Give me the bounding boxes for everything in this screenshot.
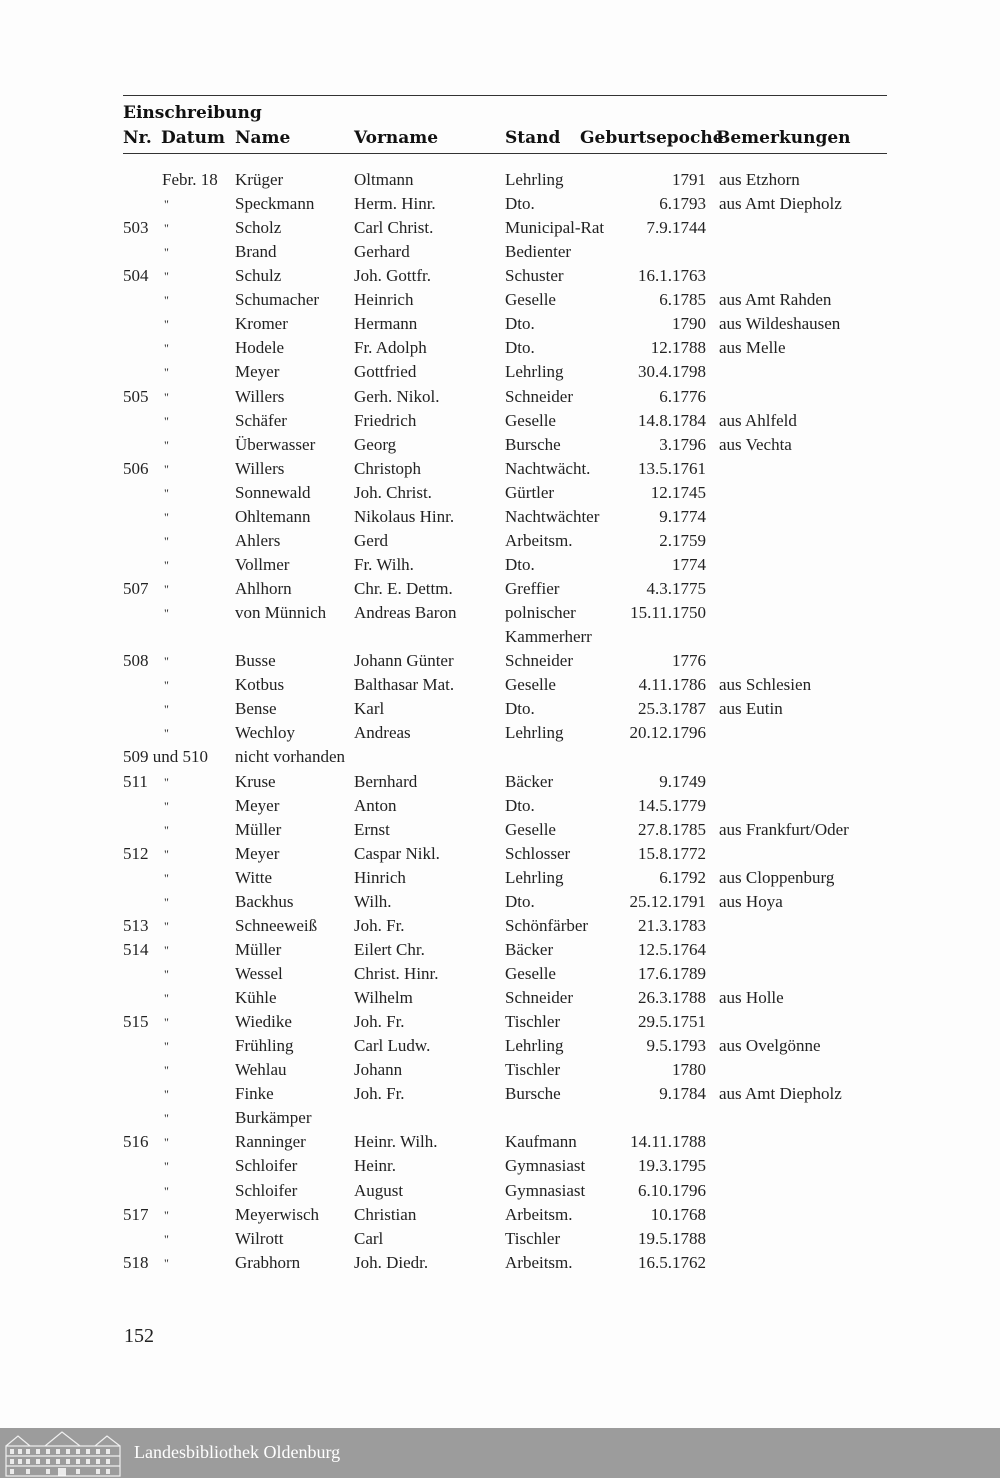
cell-vorname: Gottfried: [354, 362, 417, 382]
cell-stand: Lehrling: [505, 362, 564, 382]
cell-geb: 3.1796: [659, 434, 706, 454]
cell-name: Willers: [235, 458, 285, 478]
cell-vorname: Johann: [354, 1060, 403, 1080]
cell-datum: ": [164, 942, 169, 957]
cell-datum: ": [164, 582, 169, 597]
cell-name: Krüger: [235, 170, 284, 189]
cell-vorname: Carl: [354, 1228, 384, 1248]
cell-nr: 516: [123, 1132, 149, 1152]
cell-stand: Geselle: [505, 675, 556, 695]
cell-geb: 26.3.1788: [638, 988, 706, 1008]
cell-stand: Geselle: [505, 963, 556, 983]
cell-name: Meyer: [235, 362, 280, 382]
cell-nr: 513: [123, 915, 149, 935]
cell-geb: 15.8.1772: [638, 843, 706, 863]
header-datum: Datum: [161, 128, 225, 148]
cell-stand: Lehrling: [505, 1036, 564, 1056]
header-vorname: Vorname: [354, 128, 439, 148]
cell-name: Wessel: [235, 963, 283, 983]
cell-datum: ": [164, 1255, 169, 1270]
cell-datum: ": [164, 846, 169, 861]
cell-stand: Bäcker: [505, 939, 554, 959]
cell-datum: ": [164, 966, 169, 981]
cell-geb: 9.5.1793: [646, 1036, 706, 1056]
cell-geb: 17.6.1789: [638, 963, 706, 983]
cell-geb: 16.5.1762: [638, 1252, 706, 1272]
cell-geb: 19.5.1788: [638, 1228, 706, 1248]
cell-bem: aus Amt Rahden: [719, 290, 832, 310]
cell-datum: ": [164, 1087, 169, 1102]
cell-stand: Arbeitsm.: [505, 1252, 573, 1272]
cell-vorname: Fr. Adolph: [354, 338, 427, 358]
cell-stand: Schneider: [505, 386, 573, 406]
cell-datum: ": [164, 293, 169, 308]
cell-datum: ": [164, 1231, 169, 1246]
cell-vorname: Joh. Fr.: [354, 915, 405, 935]
cell-name: Vollmer: [235, 554, 290, 574]
header-einschreibung: Einschreibung: [123, 103, 262, 123]
cell-geb: 27.8.1785: [638, 819, 706, 839]
cell-datum: Febr. 18: [162, 170, 218, 189]
cell-vorname: August: [354, 1180, 404, 1200]
cell-bem: aus Vechta: [719, 434, 792, 454]
cell-vorname: Heinr. Wilh.: [354, 1132, 438, 1152]
cell-vorname: Andreas: [354, 723, 411, 743]
cell-datum: ": [164, 437, 169, 452]
cell-vorname: Ernst: [354, 819, 390, 839]
cell-name: Kruse: [235, 771, 276, 791]
cell-vorname: Balthasar Mat.: [354, 675, 455, 695]
cell-vorname: Heinrich: [354, 290, 414, 310]
cell-nr: 508: [123, 651, 149, 671]
cell-vorname: Friedrich: [354, 410, 417, 430]
cell-nr: 509 und 510: [123, 747, 208, 767]
cell-geb: 6.10.1796: [638, 1180, 706, 1200]
cell-geb: 4.3.1775: [646, 579, 706, 599]
cell-stand: Schneider: [505, 988, 573, 1008]
cell-stand: Bäcker: [505, 771, 554, 791]
cell-geb: 9.1774: [659, 506, 706, 526]
cell-nr: 504: [123, 266, 149, 286]
cell-datum: ": [164, 509, 169, 524]
cell-nr: 503: [123, 218, 149, 238]
cell-name: Hodele: [235, 338, 285, 358]
cell-nr: 517: [123, 1204, 149, 1224]
cell-datum: ": [164, 1015, 169, 1030]
cell-geb: 1791: [672, 170, 706, 189]
cell-name: Scholz: [235, 218, 282, 238]
cell-stand: Schönfärber: [505, 915, 589, 935]
cell-geb: 2.1759: [659, 530, 706, 550]
cell-stand: Schlosser: [505, 843, 571, 863]
cell-geb: 7.9.1744: [646, 218, 706, 238]
cell-datum: ": [164, 798, 169, 813]
cell-stand: Lehrling: [505, 723, 564, 743]
cell-datum: ": [164, 533, 169, 548]
cell-datum: ": [164, 991, 169, 1006]
cell-geb: 16.1.1763: [638, 266, 706, 286]
cell-vorname: Oltmann: [354, 170, 414, 189]
cell-geb: 29.5.1751: [638, 1012, 706, 1032]
cell-stand: Arbeitsm.: [505, 530, 573, 550]
cell-name: Kromer: [235, 314, 288, 334]
cell-geb: 15.11.1750: [630, 603, 706, 623]
cell-datum: ": [164, 894, 169, 909]
cell-bem: aus Wildeshausen: [719, 314, 841, 334]
cell-geb: 4.11.1786: [638, 675, 706, 695]
cell-datum: ": [164, 197, 169, 212]
cell-datum: ": [164, 1159, 169, 1174]
cell-vorname: Eilert Chr.: [354, 939, 425, 959]
cell-stand: Lehrling: [505, 867, 564, 887]
cell-name: Sonnewald: [235, 482, 311, 502]
cell-datum: ": [164, 678, 169, 693]
cell-geb: 12.1788: [650, 338, 706, 358]
cell-nr: 515: [123, 1012, 149, 1032]
cell-geb: 6.1793: [659, 194, 706, 214]
cell-datum: ": [164, 413, 169, 428]
cell-bem: aus Cloppenburg: [719, 867, 835, 887]
header-bemerkungen: Bemerkungen: [716, 128, 851, 148]
cell-geb: 12.1745: [650, 482, 706, 502]
cell-geb: 14.11.1788: [630, 1132, 706, 1152]
cell-name: Schloifer: [235, 1156, 298, 1176]
cell-vorname: Karl: [354, 699, 385, 719]
cell-geb: 13.5.1761: [638, 458, 706, 478]
cell-geb: 1780: [672, 1060, 706, 1080]
cell-geb: 12.5.1764: [638, 939, 706, 959]
cell-stand: Tischler: [505, 1060, 561, 1080]
cell-stand: Dto.: [505, 891, 535, 911]
cell-bem: aus Schlesien: [719, 675, 812, 695]
cell-vorname: Joh. Diedr.: [354, 1252, 429, 1272]
cell-nr: 506: [123, 458, 149, 478]
cell-vorname: Gerh. Nikol.: [354, 386, 440, 406]
cell-datum: ": [164, 485, 169, 500]
cell-nr: 518: [123, 1252, 149, 1272]
cell-bem: aus Amt Diepholz: [719, 194, 842, 214]
cell-bem: aus Ovelgönne: [719, 1036, 821, 1056]
cell-name: Ohltemann: [235, 506, 311, 526]
cell-stand: Greffier: [505, 579, 560, 599]
cell-stand: Kammerherr: [505, 627, 592, 647]
cell-stand: Bedienter: [505, 242, 572, 262]
cell-datum: ": [164, 317, 169, 332]
cell-name: Wilrott: [235, 1228, 284, 1248]
cell-stand: polnischer: [505, 603, 576, 623]
header-nr: Nr.: [123, 128, 152, 148]
cell-stand: Geselle: [505, 410, 556, 430]
cell-vorname: Gerhard: [354, 242, 410, 262]
cell-name: Ranninger: [235, 1132, 306, 1152]
cell-vorname: Anton: [354, 795, 397, 815]
cell-stand: Municipal-Rat: [505, 218, 605, 238]
cell-datum: ": [164, 1135, 169, 1150]
cell-datum: ": [164, 918, 169, 933]
cell-vorname: Joh. Christ.: [354, 482, 432, 502]
cell-name: Finke: [235, 1084, 274, 1104]
cell-geb: 1790: [672, 314, 706, 334]
cell-vorname: Bernhard: [354, 771, 418, 791]
cell-stand: Geselle: [505, 290, 556, 310]
footer-bar: [0, 1428, 1000, 1478]
cell-datum: ": [164, 461, 169, 476]
cell-name: Schulz: [235, 266, 282, 286]
cell-name: Willers: [235, 386, 285, 406]
cell-stand: Schuster: [505, 266, 564, 286]
cell-stand: Geselle: [505, 819, 556, 839]
cell-nr: 505: [123, 386, 149, 406]
cell-vorname: Joh. Fr.: [354, 1084, 405, 1104]
header-stand: Stand: [505, 128, 561, 148]
cell-datum: ": [164, 870, 169, 885]
cell-stand: Schneider: [505, 651, 573, 671]
cell-vorname: Wilh.: [354, 891, 392, 911]
cell-stand: Nachtwächt.: [505, 458, 591, 478]
cell-datum: ": [164, 1063, 169, 1078]
cell-vorname: Caspar Nikl.: [354, 843, 440, 863]
cell-vorname: Chr. E. Dettm.: [354, 579, 453, 599]
cell-datum: ": [164, 221, 169, 236]
cell-vorname: Wilhelm: [354, 988, 413, 1008]
cell-name: Müller: [235, 819, 282, 839]
library-building-icon: [0, 1428, 125, 1478]
cell-geb: 1774: [672, 554, 706, 574]
cell-name: Ahlers: [235, 530, 281, 550]
cell-datum: ": [164, 389, 169, 404]
cell-stand: Dto.: [505, 314, 535, 334]
cell-geb: 21.3.1783: [638, 915, 706, 935]
cell-name: Müller: [235, 939, 282, 959]
cell-geb: 6.1785: [659, 290, 706, 310]
cell-name: Busse: [235, 651, 276, 671]
cell-vorname: Hermann: [354, 314, 418, 334]
cell-bem: aus Frankfurt/Oder: [719, 819, 849, 839]
cell-name: nicht vorhanden: [235, 747, 345, 767]
cell-name: Bense: [235, 699, 277, 719]
cell-bem: aus Holle: [719, 988, 784, 1008]
cell-datum: ": [164, 702, 169, 717]
cell-stand: Arbeitsm.: [505, 1204, 573, 1224]
cell-name: Wechloy: [235, 723, 295, 743]
cell-name: Kotbus: [235, 675, 285, 695]
cell-datum: ": [164, 774, 169, 789]
cell-geb: 6.1776: [659, 386, 706, 406]
cell-nr: 514: [123, 939, 149, 959]
cell-name: Schäfer: [235, 410, 287, 430]
cell-stand: Tischler: [505, 1228, 561, 1248]
cell-geb: 19.3.1795: [638, 1156, 706, 1176]
cell-stand: Bursche: [505, 1084, 561, 1104]
cell-datum: ": [164, 365, 169, 380]
cell-stand: Dto.: [505, 338, 535, 358]
cell-nr: 511: [123, 771, 148, 791]
cell-name: Burkämper: [235, 1108, 312, 1128]
cell-name: Kühle: [235, 988, 277, 1008]
cell-datum: ": [164, 1183, 169, 1198]
cell-vorname: Heinr.: [354, 1156, 397, 1176]
cell-stand: Bursche: [505, 434, 561, 454]
cell-vorname: Nikolaus Hinr.: [354, 506, 455, 526]
cell-nr: 507: [123, 579, 149, 599]
footer-library-name: Landesbibliothek Oldenburg: [134, 1442, 341, 1462]
cell-vorname: Joh. Gottfr.: [354, 266, 431, 286]
cell-name: Schneeweiß: [235, 915, 318, 935]
cell-geb: 25.12.1791: [629, 891, 706, 911]
cell-datum: ": [164, 1111, 169, 1126]
cell-name: Ahlhorn: [235, 579, 292, 599]
cell-vorname: Carl Ludw.: [354, 1036, 431, 1056]
table-top-rule: [123, 95, 887, 96]
cell-nr: 512: [123, 843, 149, 863]
cell-name: von Münnich: [235, 603, 327, 623]
cell-datum: ": [164, 557, 169, 572]
cell-bem: aus Ahlfeld: [719, 410, 797, 430]
cell-stand: Nachtwächter: [505, 506, 600, 526]
cell-datum: ": [164, 822, 169, 837]
cell-datum: ": [164, 726, 169, 741]
cell-name: Schumacher: [235, 290, 320, 310]
cell-geb: 9.1749: [659, 771, 706, 791]
cell-geb: 10.1768: [650, 1204, 706, 1224]
cell-vorname: Johann Günter: [354, 651, 454, 671]
cell-geb: 25.3.1787: [638, 699, 706, 719]
cell-bem: aus Amt Diepholz: [719, 1084, 842, 1104]
cell-stand: Kaufmann: [505, 1132, 577, 1152]
cell-stand: Gürtler: [505, 482, 555, 502]
cell-datum: ": [164, 245, 169, 260]
cell-vorname: Christoph: [354, 458, 422, 478]
cell-bem: aus Melle: [719, 338, 786, 358]
cell-vorname: Hinrich: [354, 867, 406, 887]
cell-vorname: Joh. Fr.: [354, 1012, 405, 1032]
cell-stand: Dto.: [505, 194, 535, 214]
cell-name: Wehlau: [235, 1060, 287, 1080]
cell-stand: Dto.: [505, 699, 535, 719]
cell-vorname: Georg: [354, 434, 397, 454]
cell-geb: 14.8.1784: [638, 410, 706, 430]
cell-vorname: Gerd: [354, 530, 388, 550]
cell-datum: ": [164, 1207, 169, 1222]
cell-geb: 20.12.1796: [629, 723, 706, 743]
cell-vorname: Carl Christ.: [354, 218, 434, 238]
cell-name: Brand: [235, 242, 277, 262]
cell-vorname: Fr. Wilh.: [354, 554, 414, 574]
header-name: Name: [235, 128, 291, 148]
cell-name: Speckmann: [235, 194, 315, 214]
cell-datum: ": [164, 341, 169, 356]
cell-name: Witte: [235, 867, 273, 887]
cell-stand: Tischler: [505, 1012, 561, 1032]
cell-name: Meyer: [235, 795, 280, 815]
cell-vorname: Christian: [354, 1204, 417, 1224]
cell-geb: 9.1784: [659, 1084, 706, 1104]
cell-name: Meyerwisch: [235, 1204, 320, 1224]
cell-name: Überwasser: [235, 434, 316, 454]
cell-geb: 6.1792: [659, 867, 706, 887]
cell-vorname: Christ. Hinr.: [354, 963, 439, 983]
cell-geb: 1776: [672, 651, 706, 671]
cell-stand: Gymnasiast: [505, 1180, 586, 1200]
cell-name: Backhus: [235, 891, 294, 911]
cell-datum: ": [164, 654, 169, 669]
cell-datum: ": [164, 1039, 169, 1054]
cell-name: Schloifer: [235, 1180, 298, 1200]
cell-datum: ": [164, 269, 169, 284]
cell-vorname: Herm. Hinr.: [354, 194, 436, 214]
cell-stand: Dto.: [505, 554, 535, 574]
cell-geb: 30.4.1798: [638, 362, 706, 382]
header-geburtsepoche: Geburtsepoche: [580, 128, 724, 148]
cell-bem: aus Hoya: [719, 891, 783, 911]
cell-name: Wiedike: [235, 1012, 292, 1032]
cell-datum: ": [164, 606, 169, 621]
cell-name: Grabhorn: [235, 1252, 301, 1272]
cell-name: Frühling: [235, 1036, 294, 1056]
header-bottom-rule: [123, 153, 887, 154]
cell-stand: Dto.: [505, 795, 535, 815]
page-number: 152: [124, 1325, 154, 1347]
cell-geb: 14.5.1779: [638, 795, 706, 815]
cell-stand: Gymnasiast: [505, 1156, 586, 1176]
cell-stand: Lehrling: [505, 170, 564, 189]
cell-vorname: Andreas Baron: [354, 603, 457, 623]
cell-name: Meyer: [235, 843, 280, 863]
cell-bem: aus Eutin: [719, 699, 783, 719]
cell-bem: aus Etzhorn: [719, 170, 800, 189]
